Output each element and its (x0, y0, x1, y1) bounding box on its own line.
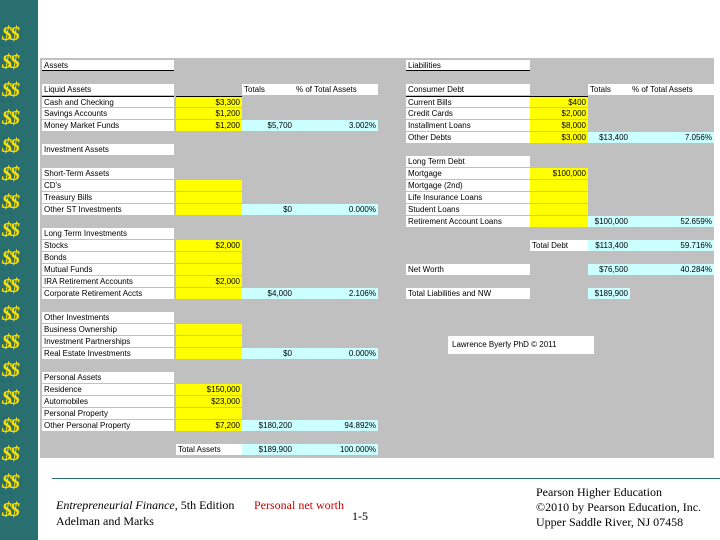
retirement-account-loans-label: Retirement Account Loans (406, 216, 530, 227)
long-term-debt-pct-value: 52.659% (630, 216, 714, 227)
book-title-line (56, 498, 234, 513)
investment-assets-header: Investment Assets (42, 144, 174, 155)
dollar-sign-icon: $$ (2, 79, 18, 101)
liquid-total-value: $5,700 (242, 120, 294, 131)
ira-value[interactable]: $2,000 (176, 276, 242, 287)
cds-value[interactable] (176, 180, 242, 191)
long-term-total-value: $4,000 (242, 288, 294, 299)
total-debt-pct-value: 59.716% (630, 240, 714, 251)
investment-partnerships-value[interactable] (176, 336, 242, 347)
dollar-sign-icon: $$ (2, 219, 18, 241)
dollar-sign-icon: $$ (2, 23, 18, 45)
automobiles-label: Automobiles (42, 396, 174, 407)
consumer-pct-value: 7.056% (630, 132, 714, 143)
dollar-sign-icon: $$ (2, 135, 18, 157)
book-authors: Adelman and Marks (56, 514, 154, 528)
dollar-sign-icon: $$ (2, 331, 18, 353)
other-personal-property-value[interactable]: $7,200 (176, 420, 242, 431)
retirement-account-loans-value[interactable] (530, 216, 588, 227)
long-term-pct-value: 2.106% (294, 288, 378, 299)
other-inv-pct-value: 0.000% (294, 348, 378, 359)
dollar-sign-icon: $$ (2, 359, 18, 381)
total-debt-value: $113,400 (588, 240, 630, 251)
assets-totals-header: Totals (242, 84, 294, 95)
total-liabilities-nw-value: $189,900 (588, 288, 630, 299)
decorative-sidebar (0, 0, 38, 540)
real-estate-value[interactable] (176, 348, 242, 359)
long-term-debt-header: Long Term Debt (406, 156, 530, 167)
other-personal-property-label: Other Personal Property (42, 420, 174, 431)
mortgage-2nd-value[interactable] (530, 180, 588, 191)
life-insurance-loans-label: Life Insurance Loans (406, 192, 530, 203)
dollar-sign-icon: $$ (2, 443, 18, 465)
ira-label: IRA Retirement Accounts (42, 276, 174, 287)
liabilities-pct-header: % of Total Assets (630, 84, 714, 95)
consumer-total-value: $13,400 (588, 132, 630, 143)
other-debts-label: Other Debts (406, 132, 530, 143)
student-loans-label: Student Loans (406, 204, 530, 215)
mutual-funds-label: Mutual Funds (42, 264, 174, 275)
bonds-label: Bonds (42, 252, 174, 263)
book-edition: 5th Edition (177, 498, 235, 512)
automobiles-value[interactable]: $23,000 (176, 396, 242, 407)
slide-caption: Personal net worth (254, 498, 344, 512)
other-debts-value[interactable]: $3,000 (530, 132, 588, 143)
net-worth-label: Net Worth (406, 264, 530, 275)
credit-cards-label: Credit Cards (406, 108, 530, 119)
copyright-box: Lawrence Byerly PhD © 2011 (448, 336, 594, 354)
total-debt-label: Total Debt (530, 240, 588, 251)
net-worth-pct-value: 40.284% (630, 264, 714, 275)
money-market-label: Money Market Funds (42, 120, 174, 131)
corporate-retirement-value[interactable] (176, 288, 242, 299)
real-estate-label: Real Estate Investments (42, 348, 174, 359)
mortgage-value[interactable]: $100,000 (530, 168, 588, 179)
mortgage-label: Mortgage (406, 168, 530, 179)
residence-value[interactable]: $150,000 (176, 384, 242, 395)
publisher-name: Pearson Higher Education (536, 485, 662, 499)
corporate-retirement-label: Corporate Retirement Accts (42, 288, 174, 299)
personal-assets-header: Personal Assets (42, 372, 174, 383)
savings-accounts-value[interactable]: $1,200 (176, 108, 242, 119)
long-term-investments-header: Long Term Investments (42, 228, 174, 239)
short-term-pct-value: 0.000% (294, 204, 378, 215)
cds-label: CD's (42, 180, 174, 191)
business-ownership-label: Business Ownership (42, 324, 174, 335)
liabilities-title: Liabilities (406, 60, 530, 71)
personal-property-value[interactable] (176, 408, 242, 419)
life-insurance-loans-value[interactable] (530, 192, 588, 203)
personal-pct-value: 94.892% (294, 420, 378, 431)
total-liabilities-nw-label: Total Liabilities and NW (406, 288, 530, 299)
mortgage-2nd-label: Mortgage (2nd) (406, 180, 530, 191)
liabilities-totals-header: Totals (588, 84, 630, 95)
footer-divider (52, 478, 720, 479)
liquid-pct-value: 3.002% (294, 120, 378, 131)
total-assets-value: $189,900 (242, 444, 294, 455)
long-term-debt-total-value: $100,000 (588, 216, 630, 227)
other-investments-header: Other Investments (42, 312, 174, 323)
current-bills-value[interactable]: $400 (530, 96, 588, 107)
savings-accounts-label: Savings Accounts (42, 108, 174, 119)
liquid-assets-header: Liquid Assets (42, 84, 174, 95)
treasury-bills-label: Treasury Bills (42, 192, 174, 203)
dollar-sign-icon: $$ (2, 415, 18, 437)
dollar-sign-icon: $$ (2, 247, 18, 269)
dollar-sign-icon: $$ (2, 303, 18, 325)
publisher-address: Upper Saddle River, NJ 07458 (536, 515, 684, 529)
assets-pct-header: % of Total Assets (294, 84, 378, 95)
cash-checking-value[interactable]: $3,300 (176, 96, 242, 107)
personal-property-label: Personal Property (42, 408, 174, 419)
stocks-value[interactable]: $2,000 (176, 240, 242, 251)
other-st-investments-label: Other ST Investments (42, 204, 174, 215)
personal-total-value: $180,200 (242, 420, 294, 431)
dollar-sign-icon: $$ (2, 471, 18, 493)
stocks-label: Stocks (42, 240, 174, 251)
credit-cards-value[interactable]: $2,000 (530, 108, 588, 119)
dollar-sign-icon: $$ (2, 51, 18, 73)
treasury-bills-value[interactable] (176, 192, 242, 203)
short-term-total-value: $0 (242, 204, 294, 215)
mutual-funds-value[interactable] (176, 264, 242, 275)
current-bills-label: Current Bills (406, 96, 530, 107)
money-market-value[interactable]: $1,200 (176, 120, 242, 131)
investment-partnerships-label: Investment Partnerships (42, 336, 174, 347)
cash-checking-label: Cash and Checking (42, 96, 174, 107)
other-st-investments-value[interactable] (176, 204, 242, 215)
student-loans-value[interactable] (530, 204, 588, 215)
installment-loans-value[interactable]: $8,000 (530, 120, 588, 131)
business-ownership-value[interactable] (176, 324, 242, 335)
publisher-copyright: ©2010 by Pearson Education, Inc. (536, 500, 702, 514)
assets-title: Assets (42, 60, 174, 71)
residence-label: Residence (42, 384, 174, 395)
dollar-sign-icon: $$ (2, 275, 18, 297)
short-term-assets-header: Short-Term Assets (42, 168, 174, 179)
other-inv-total-value: $0 (242, 348, 294, 359)
dollar-sign-icon: $$ (2, 107, 18, 129)
bonds-value[interactable] (176, 252, 242, 263)
page-number: 1-5 (352, 509, 368, 523)
total-assets-label: Total Assets (176, 444, 242, 455)
consumer-debt-header: Consumer Debt (406, 84, 530, 95)
installment-loans-label: Installment Loans (406, 120, 530, 131)
net-worth-value: $76,500 (588, 264, 630, 275)
dollar-sign-icon: $$ (2, 191, 18, 213)
dollar-sign-icon: $$ (2, 499, 18, 521)
book-title: Entrepreneurial Finance, (56, 498, 178, 512)
dollar-sign-icon: $$ (2, 163, 18, 185)
dollar-sign-icon: $$ (2, 387, 18, 409)
total-assets-pct-value: 100.000% (294, 444, 378, 455)
